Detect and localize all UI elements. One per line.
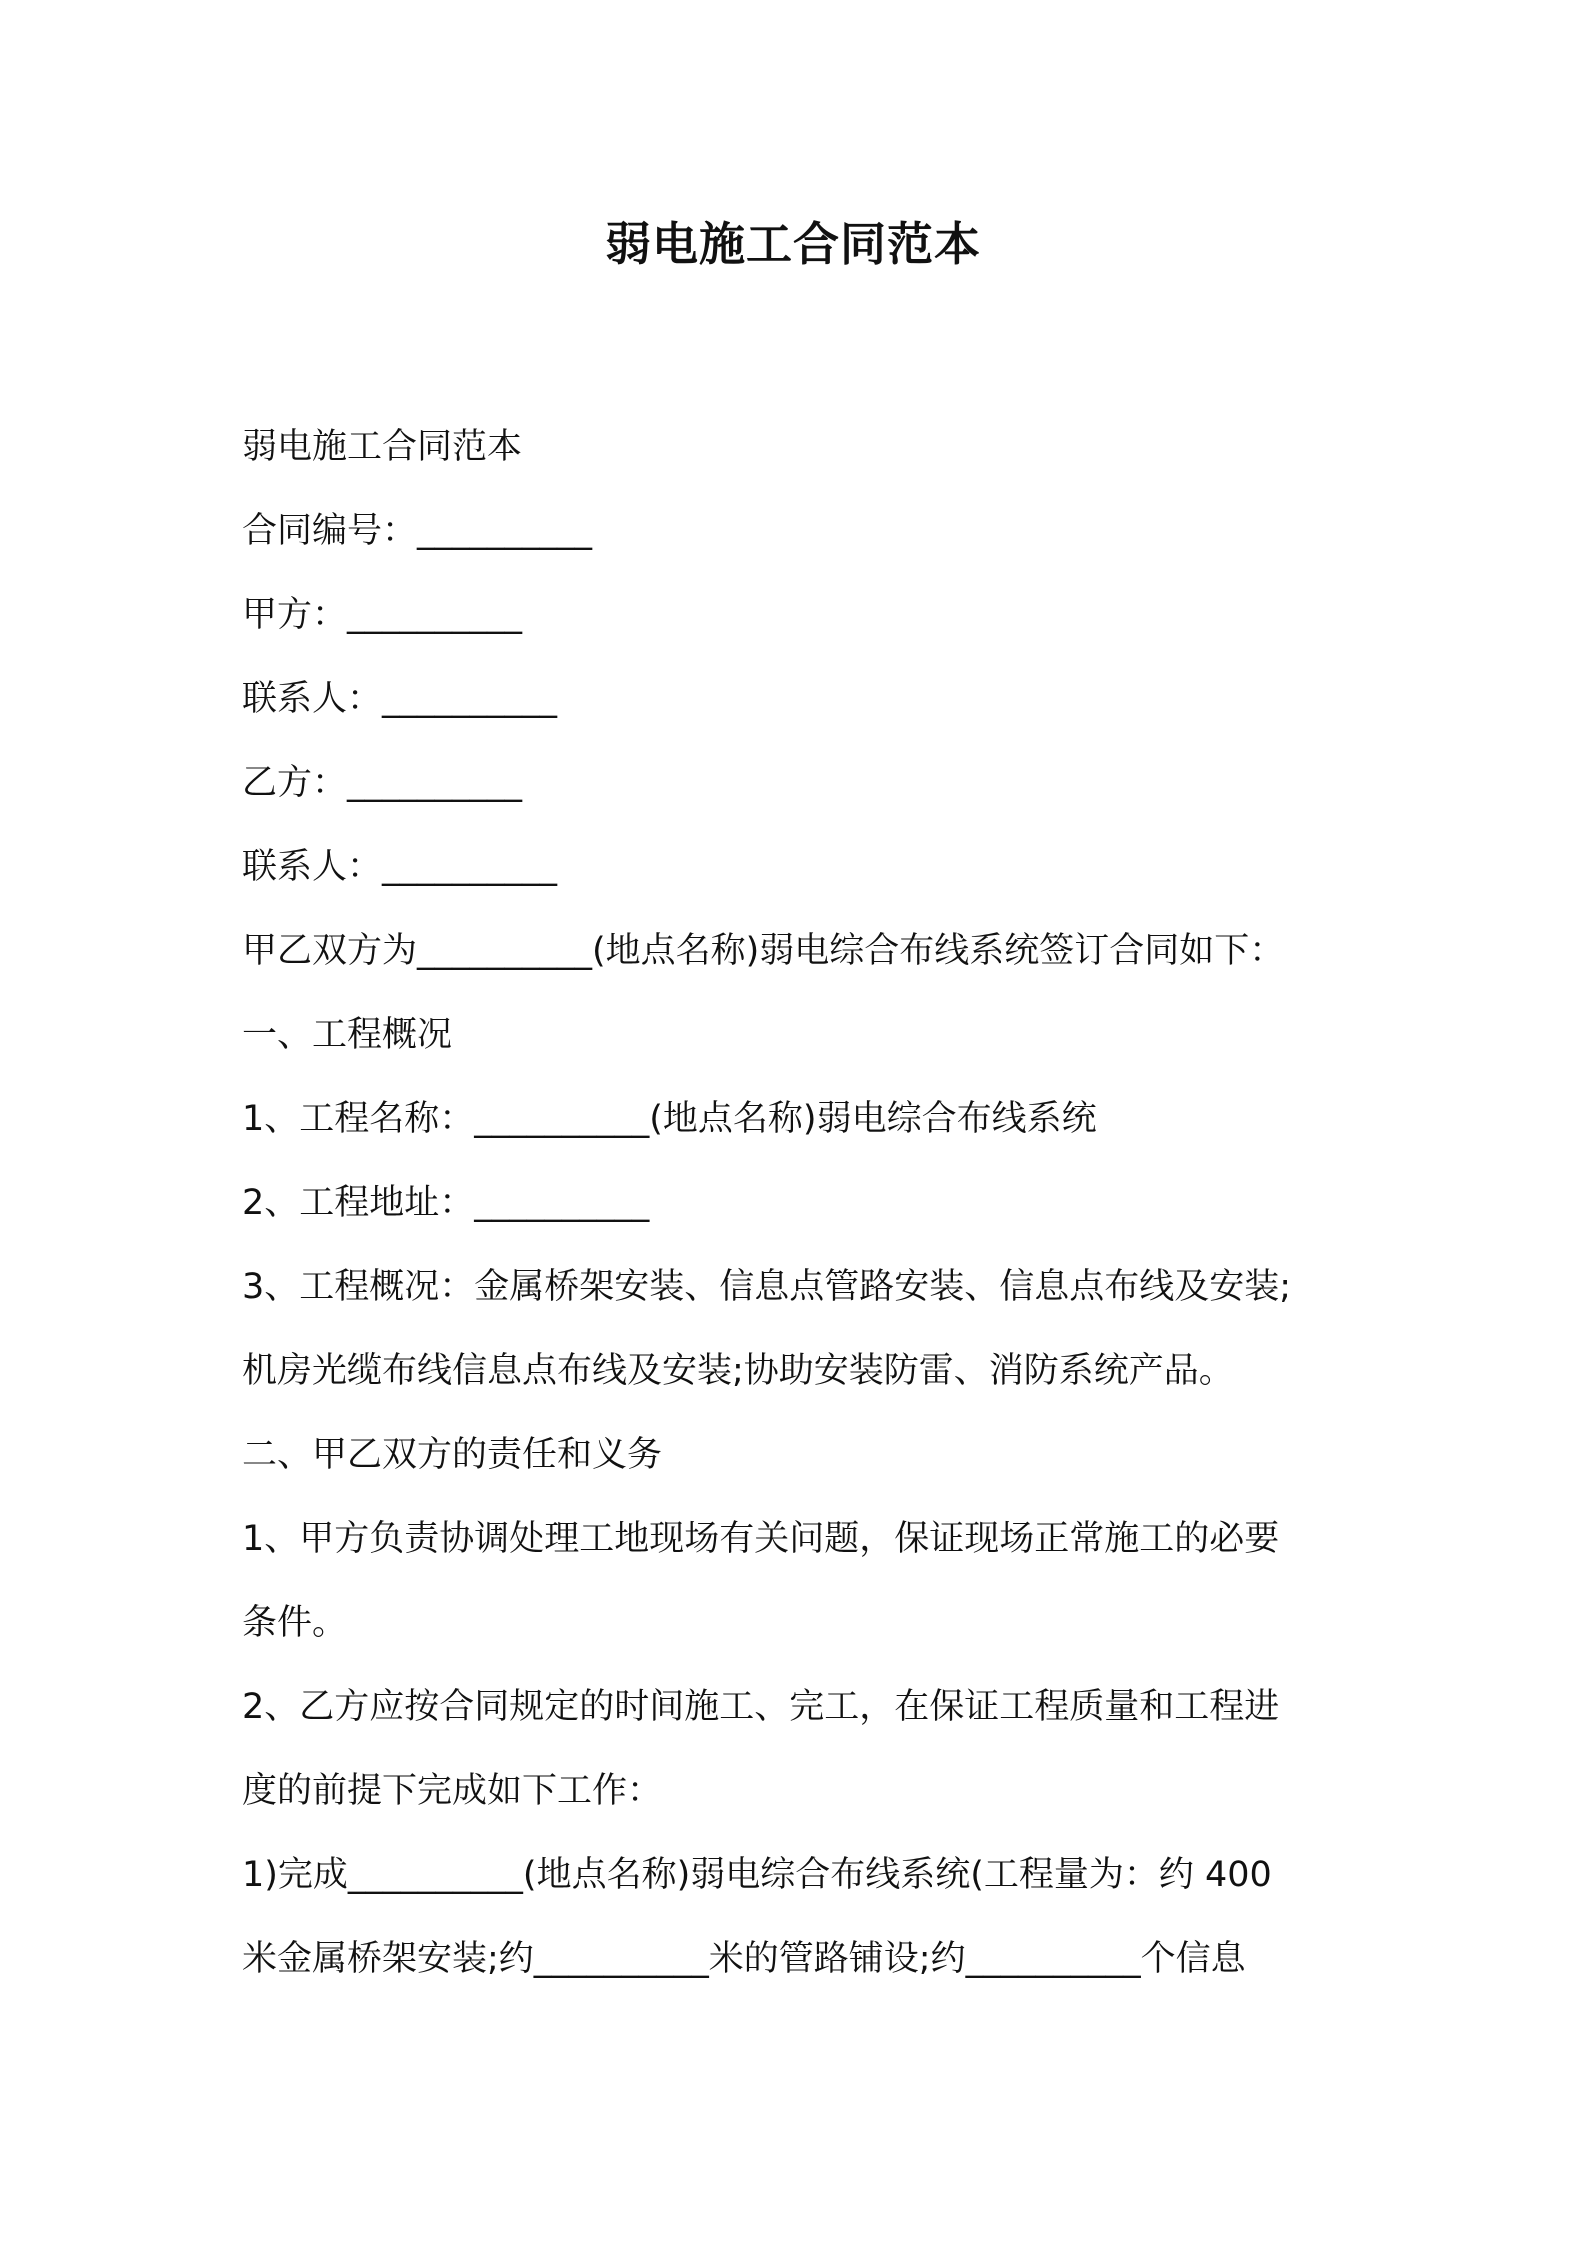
party-b-line: 乙方：__________ (242, 763, 523, 803)
project-address-line: 2、工程地址：__________ (242, 1183, 650, 1223)
party-a-duty-line: 1、甲方负责协调处理工地现场有关问题，保证现场正常施工的必要 (242, 1519, 1280, 1559)
document-body (242, 405, 1360, 2001)
work-item-line: 1)完成__________(地点名称)弱电综合布线系统(工程量为：约 400 (242, 1855, 1272, 1895)
agreement-intro-line: 甲乙双方为__________(地点名称)弱电综合布线系统签订合同如下： (242, 931, 1285, 971)
party-a-contact-line: 联系人：__________ (242, 679, 558, 719)
project-overview-line-continued: 机房光缆布线信息点布线及安装;协助安装防雷、消防系统产品。 (242, 1351, 1234, 1391)
section-heading-project-overview: 一、工程概况 (242, 1015, 453, 1055)
subtitle-line: 弱电施工合同范本 (242, 427, 523, 467)
party-b-contact-line: 联系人：__________ (242, 847, 558, 887)
section-heading-responsibilities: 二、甲乙双方的责任和义务 (242, 1435, 663, 1475)
party-a-line: 甲方：__________ (242, 595, 523, 635)
party-a-duty-line-continued: 条件。 (242, 1603, 348, 1643)
party-b-duty-line-continued: 度的前提下完成如下工作： (242, 1771, 663, 1811)
project-overview-line: 3、工程概况：金属桥架安装、信息点管路安装、信息点布线及安装; (242, 1267, 1292, 1307)
party-b-duty-line: 2、乙方应按合同规定的时间施工、完工，在保证工程质量和工程进 (242, 1687, 1280, 1727)
project-name-line: 1、工程名称：__________(地点名称)弱电综合布线系统 (242, 1099, 1097, 1139)
document-title: 弱电施工合同范本 (605, 217, 981, 271)
contract-number-line: 合同编号：__________ (242, 511, 593, 551)
work-item-line-continued: 米金属桥架安装;约__________米的管路铺设;约__________个信息 (242, 1939, 1246, 1979)
